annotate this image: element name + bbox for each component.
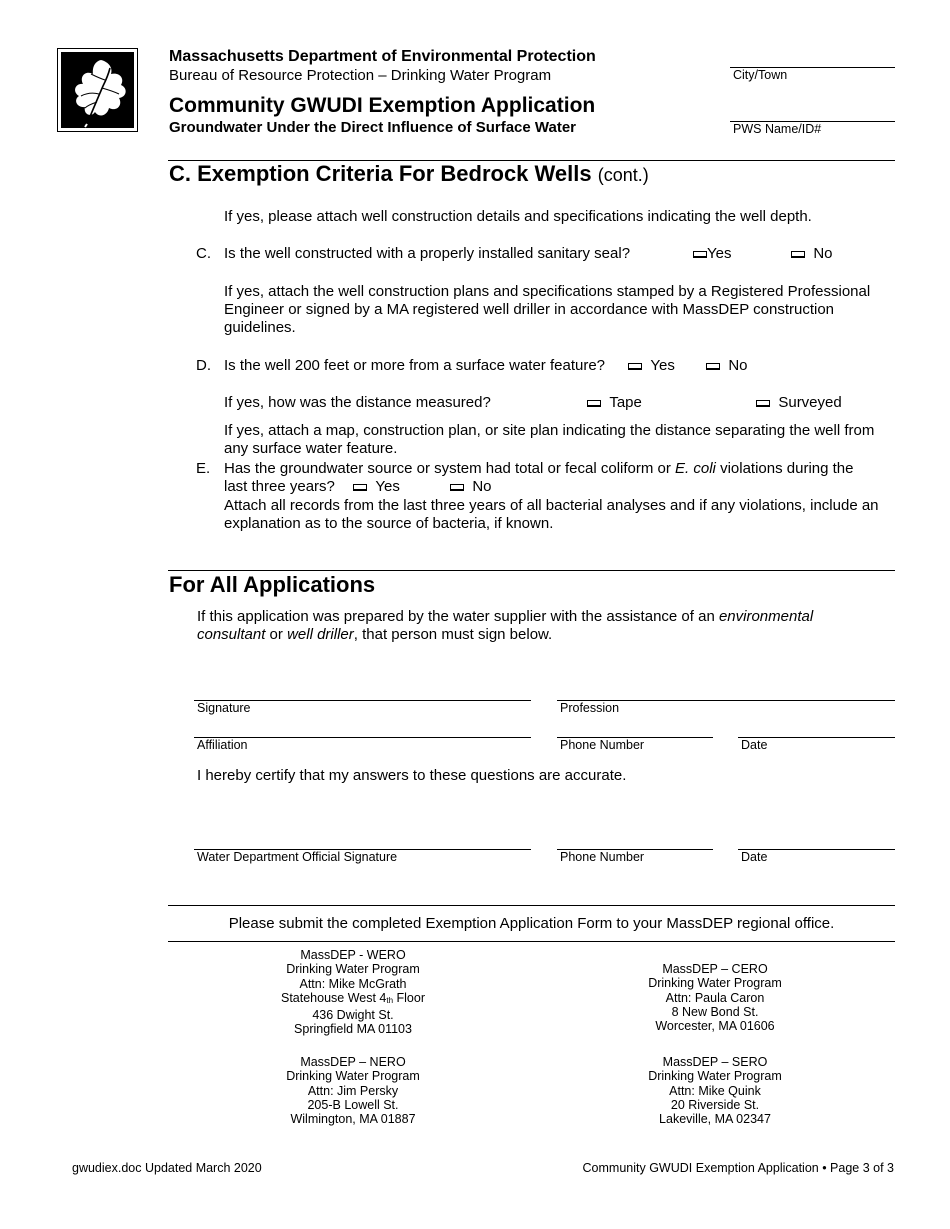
q-d-yes-checkbox[interactable]	[628, 363, 642, 370]
submit-top-rule	[168, 905, 895, 906]
q-c-question: Is the well constructed with a properly installed sanitary seal?	[224, 245, 631, 262]
office-wero	[243, 948, 463, 1037]
nero-street: 205-B Lowell St.	[307, 1097, 399, 1112]
q-c-no-checkbox[interactable]	[791, 251, 805, 258]
q-c-no-label: No	[813, 245, 833, 262]
cero-attn: Attn: Paula Caron	[665, 990, 765, 1005]
pws-label: PWS Name/ID#	[733, 122, 822, 136]
wero-building-b: Floor	[393, 990, 425, 1005]
wero-building	[243, 991, 463, 1008]
intro-text-a: If this application was prepared by the water supplier with the assistance of an	[197, 608, 719, 625]
affiliation-label: Affiliation	[197, 738, 248, 752]
wero-program: Drinking Water Program	[286, 962, 420, 977]
q-e-text-a: Has the groundwater source or system had total or fecal coliform or	[224, 460, 676, 477]
agency-name: Massachusetts Department of Environmental Protection	[169, 48, 596, 65]
phone-label: Phone Number	[560, 738, 645, 752]
q-d-tape-checkbox[interactable]	[587, 400, 601, 407]
q-e-no-option[interactable]	[450, 478, 492, 496]
date-label: Date	[741, 738, 768, 752]
q-e-yes-checkbox[interactable]	[353, 484, 367, 491]
q-c-letter: C.	[196, 245, 211, 262]
q-c-yes-option[interactable]	[693, 245, 731, 263]
q-d-surveyed-option[interactable]	[756, 394, 842, 412]
form-title: Community GWUDI Exemption Application	[169, 94, 596, 117]
q-d-note: If yes, attach a map, construction plan, or site plan indicating the distance separating the well from any surface water feature.	[224, 422, 875, 457]
q-d-question: Is the well 200 feet or more from a surface water feature?	[224, 357, 606, 374]
massdep-logo	[57, 48, 138, 132]
depth-note: If yes, please attach well construction details and specifications indicating the well depth.	[224, 208, 812, 225]
q-e-note: Attach all records from the last three years of all bacterial analyses and if any violations, include an explanation as to the source of bacteria, if known.	[224, 497, 879, 532]
nero-city: Wilmington, MA 01887	[290, 1112, 416, 1127]
form-subtitle: Groundwater Under the Direct Influence of Surface Water	[169, 119, 577, 136]
q-d-surveyed-label: Surveyed	[778, 394, 842, 411]
q-e-yes-label: Yes	[375, 478, 400, 495]
q-d-yes-option[interactable]	[628, 357, 675, 375]
wero-street: 436 Dwight St.	[312, 1008, 394, 1023]
official-signature-label: Water Department Official Signature	[197, 850, 398, 864]
q-e-yes-option[interactable]	[353, 478, 400, 496]
profession-label: Profession	[560, 701, 620, 715]
submit-note: Please submit the completed Exemption Application Form to your MassDEP regional office.	[228, 915, 835, 932]
city-town-label: City/Town	[733, 68, 788, 82]
all-apps-intro	[197, 608, 857, 644]
wero-building-sup: th	[386, 995, 394, 1005]
sero-name: MassDEP – SERO	[662, 1055, 768, 1069]
wero-name: MassDEP - WERO	[300, 948, 406, 962]
q-d-no-option[interactable]	[706, 357, 748, 375]
intro-consultant: environmental consultant	[197, 608, 814, 643]
intro-text-b: or	[265, 626, 288, 643]
nero-name: MassDEP – NERO	[300, 1055, 406, 1069]
all-apps-divider	[168, 570, 895, 571]
q-d-tape-option[interactable]	[587, 394, 642, 412]
cero-city: Worcester, MA 01606	[655, 1019, 775, 1034]
wero-city: Springfield MA 01103	[294, 1022, 412, 1037]
sero-street: 20 Riverside St.	[670, 1097, 760, 1112]
q-d-no-label: No	[728, 357, 748, 374]
q-d-letter: D.	[196, 357, 211, 374]
cero-name: MassDEP – CERO	[662, 962, 768, 976]
q-e-text-b: violations during the	[715, 460, 854, 477]
cero-program: Drinking Water Program	[648, 976, 782, 991]
q-e-ecoli: E. coli	[675, 460, 716, 477]
footer-right: Community GWUDI Exemption Application • Page 3 of 3	[582, 1161, 894, 1175]
all-apps-title: For All Applications	[169, 572, 376, 597]
sero-city: Lakeville, MA 02347	[659, 1112, 771, 1127]
q-c-no-option[interactable]	[791, 245, 833, 263]
q-d-yes-label: Yes	[650, 357, 675, 374]
official-date-label: Date	[741, 850, 768, 864]
q-e-letter: E.	[196, 460, 211, 477]
q-c-note: If yes, attach the well construction plans and specifications stamped by a Registered Professional Engineer or signed by a MA registered well driller in accordance with MassDEP construction guidelines.	[224, 283, 871, 336]
signature-label: Signature	[197, 701, 251, 715]
intro-text-c: , that person must sign below.	[353, 626, 553, 643]
sero-attn: Attn: Mike Quink	[669, 1083, 761, 1098]
office-cero	[605, 962, 825, 1033]
q-d-measure-question: If yes, how was the distance measured?	[224, 394, 491, 411]
q-e-question	[224, 460, 854, 478]
q-e-no-checkbox[interactable]	[450, 484, 464, 491]
wero-building-a: Statehouse West 4	[280, 990, 387, 1005]
sero-program: Drinking Water Program	[648, 1069, 782, 1084]
q-e-question-line2: last three years?	[224, 478, 335, 495]
official-phone-label: Phone Number	[560, 850, 645, 864]
section-c-cont: (cont.)	[597, 165, 649, 185]
q-c-yes-label: Yes	[707, 245, 732, 262]
office-sero	[605, 1055, 825, 1126]
section-c-heading: C. Exemption Criteria For Bedrock Wells	[169, 161, 592, 186]
q-d-surveyed-checkbox[interactable]	[756, 400, 770, 407]
q-c-yes-checkbox[interactable]	[693, 251, 707, 258]
q-d-no-checkbox[interactable]	[706, 363, 720, 370]
submit-bottom-rule	[168, 941, 895, 942]
wero-attn: Attn: Mike McGrath	[299, 976, 407, 991]
footer-left: gwudiex.doc Updated March 2020	[72, 1161, 262, 1175]
q-d-tape-label: Tape	[609, 394, 642, 411]
cero-street: 8 New Bond St.	[671, 1004, 759, 1019]
office-nero	[243, 1055, 463, 1126]
certify-text: I hereby certify that my answers to these questions are accurate.	[197, 767, 627, 784]
bureau-name: Bureau of Resource Protection – Drinking Water Program	[169, 67, 552, 84]
intro-driller: well driller	[287, 626, 354, 643]
q-e-no-label: No	[472, 478, 492, 495]
nero-program: Drinking Water Program	[286, 1069, 420, 1084]
section-c-title	[169, 161, 649, 187]
oak-leaf-icon	[61, 52, 134, 128]
nero-attn: Attn: Jim Persky	[307, 1083, 399, 1098]
